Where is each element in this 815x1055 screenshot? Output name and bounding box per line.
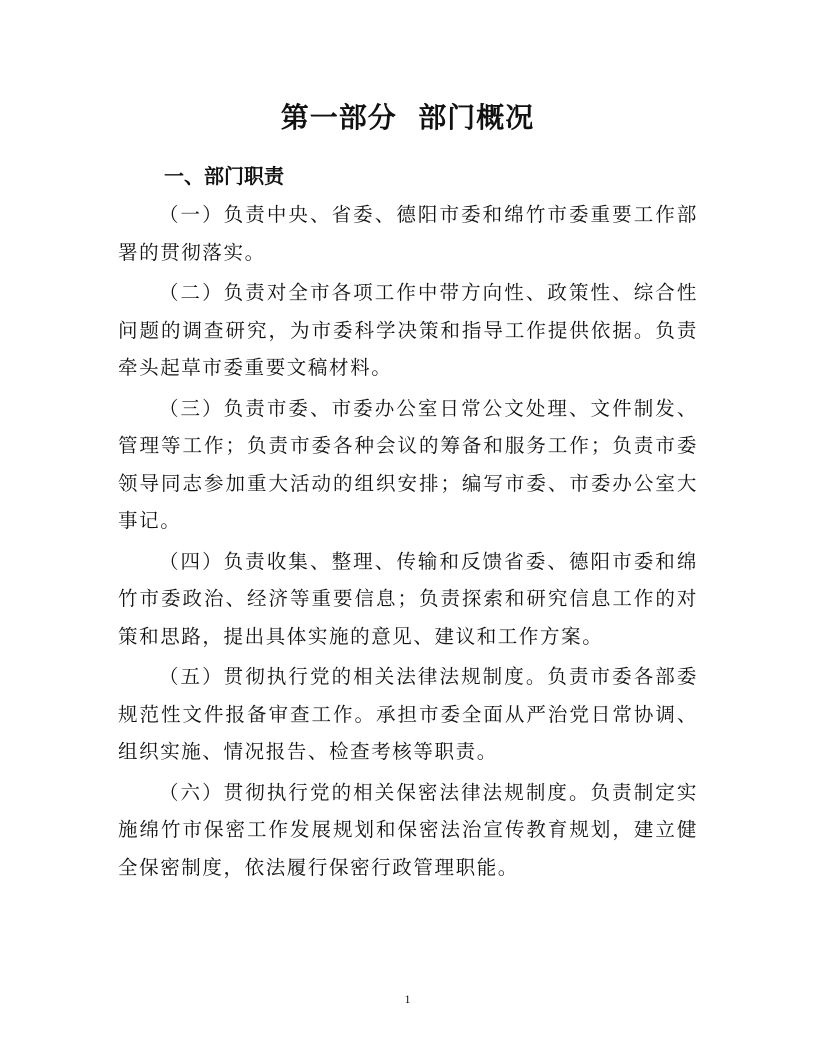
paragraph-duty-3: （三）负责市委、市委办公室日常公文处理、文件制发、管理等工作；负责市委各种会议的筹备和服务工作；负责市委领导同志参加重大活动的组织安排；编写市委、市委办公室大事记。	[118, 396, 698, 532]
page-title: 第一部分 部门概况	[280, 101, 535, 134]
paragraph-duty-5: （五）贯彻执行党的相关法律法规制度。负责市委各部委规范性文件报备审查工作。承担市委全面从严治党日常协调、组织实施、情况报告、检查考核等职责。	[118, 665, 698, 763]
paragraph-duty-4: （四）负责收集、整理、传输和反馈省委、德阳市委和绵竹市委政治、经济等重要信息；负责探索和研究信息工作的对策和思路，提出具体实施的意见、建议和工作方案。	[118, 549, 698, 648]
document-body	[118, 196, 698, 889]
page-number: 1	[404, 992, 411, 1006]
paragraph-duty-2: （二）负责对全市各项工作中带方向性、政策性、综合性问题的调查研究，为市委科学决策和指导工作提供依据。负责牵头起草市委重要文稿材料。	[118, 281, 698, 379]
paragraph-duty-6: （六）贯彻执行党的相关保密法律法规制度。负责制定实施绵竹市保密工作发展规划和保密法治宣传教育规划，建立健全保密制度，依法履行保密行政管理职能。	[118, 780, 698, 879]
paragraph-duty-1: （一）负责中央、省委、德阳市委和绵竹市委重要工作部署的贯彻落实。	[118, 203, 698, 264]
section-heading: 一、部门职责	[164, 164, 284, 188]
